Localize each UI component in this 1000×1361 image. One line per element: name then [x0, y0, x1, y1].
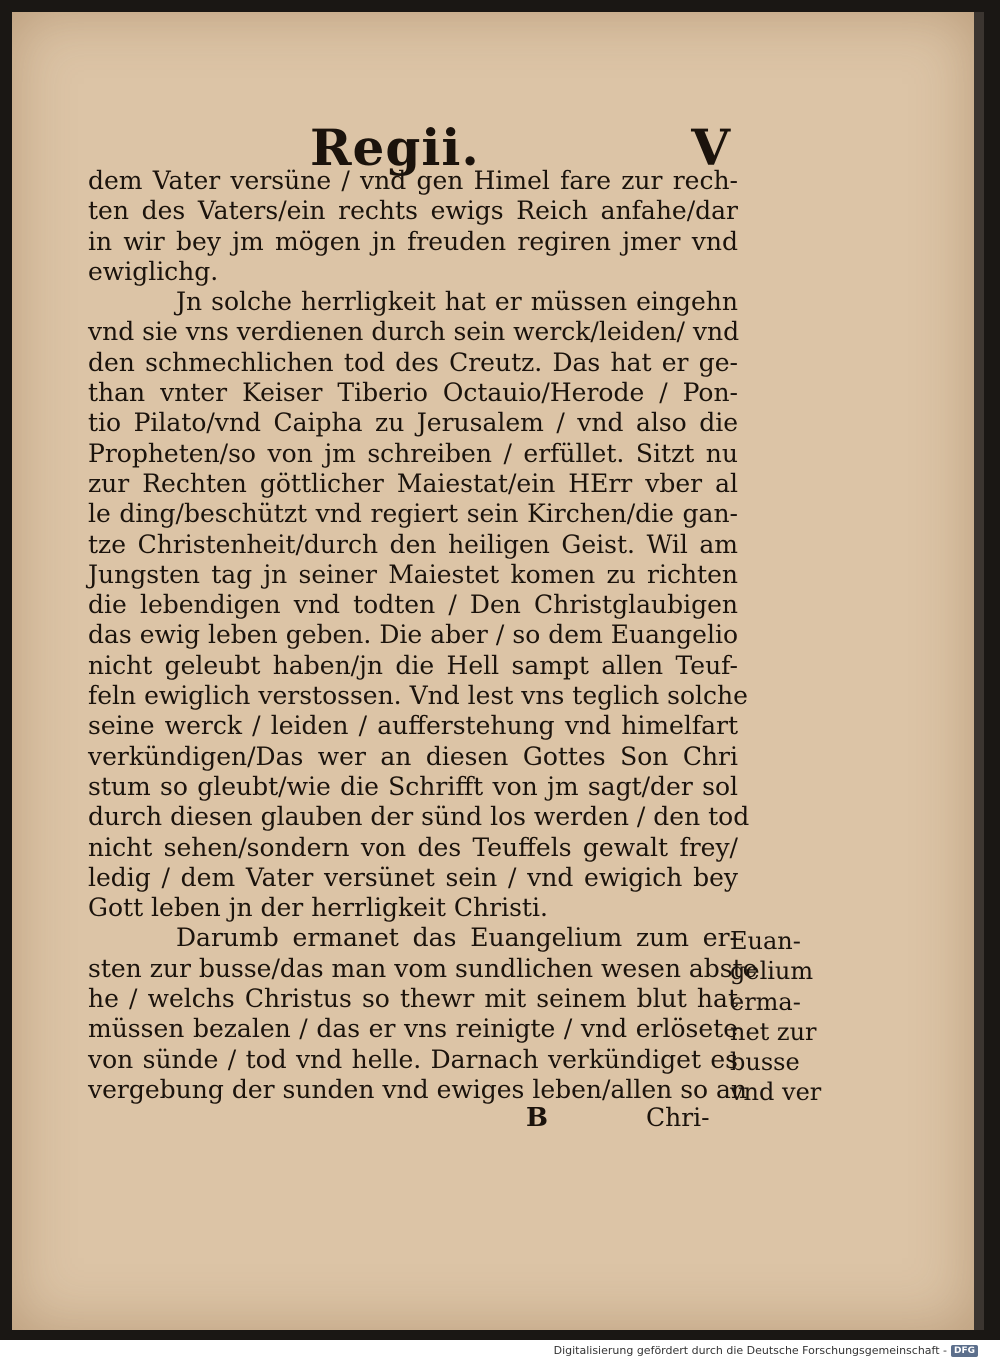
text-line: das ewig leben geben. Die aber / so dem Euangelio: [88, 620, 738, 650]
funding-note: [554, 1340, 978, 1361]
text-line: zur Rechten göttlicher Maiestat/ein HErr vber al: [88, 468, 738, 498]
text-line: tze Christenheit/durch den heiligen Geist. Wil am: [88, 529, 738, 559]
text-line: than vnter Keiser Tiberio Octauio/Herode / Pon-: [88, 378, 738, 408]
text-line: he / welchs Christus so thewr mit seinem blut hat: [88, 984, 738, 1014]
text-line: nicht geleubt haben/jn die Hell sampt allen Teuf-: [88, 650, 738, 680]
margin-note-line: net zur: [730, 1017, 817, 1046]
body-text: [88, 166, 758, 1105]
margin-note: [730, 926, 840, 1108]
margin-note-line: vnd ver: [730, 1078, 822, 1107]
text-line: stum so gleubt/wie die Schrifft von jm sagt/der sol: [88, 771, 738, 801]
text-line: in wir bey jm mögen jn freuden regiren jmer vnd: [88, 226, 738, 256]
page-footer: [88, 1103, 738, 1143]
text-line: Propheten/so von jm schreiben / erfüllet. Sitzt nu: [88, 438, 738, 468]
margin-note-line: erma-: [730, 987, 801, 1016]
paragraph-start-line: Jn solche herrligkeit hat er müssen eingehn: [176, 287, 738, 317]
text-line: durch diesen glauben der sünd los werden / den tod: [88, 802, 750, 832]
dfg-logo-icon: DFG: [951, 1345, 978, 1357]
text-line: von sünde / tod vnd helle. Darnach verkündiget es: [88, 1044, 738, 1074]
text-line: tio Pilato/vnd Caipha zu Jerusalem / vnd also die: [88, 408, 738, 438]
text-line: ledig / dem Vater versünet sein / vnd ewigich bey: [88, 862, 738, 892]
text-line: die lebendigen vnd todten / Den Christglaubigen: [88, 590, 738, 620]
running-head: Regii.: [310, 118, 480, 177]
catchword: Chri-: [646, 1103, 710, 1132]
paragraph-start-line: Darumb ermanet das Euangelium zum er-: [176, 923, 738, 953]
text-line: den schmechlichen tod des Creutz. Das hat er ge-: [88, 347, 738, 377]
funding-note-text: Digitalisierung gefördert durch die Deutsche Forschungsgemeinschaft -: [553, 1344, 947, 1357]
text-line: ewiglichg.: [88, 256, 219, 286]
text-line: feln ewiglich verstossen. Vnd lest vns teglich solche: [88, 681, 748, 711]
text-line: sten zur busse/das man vom sundlichen wesen abste: [88, 953, 758, 983]
text-line: seine werck / leiden / aufferstehung vnd himelfart: [88, 711, 738, 741]
text-line: ten des Vaters/ein rechts ewigs Reich anfahe/dar: [88, 196, 738, 226]
folio-number: V: [691, 118, 730, 177]
signature-mark: B: [526, 1103, 548, 1133]
page-edge: [974, 12, 984, 1330]
text-line: vergebung der sunden vnd ewiges leben/allen so an: [88, 1074, 748, 1104]
text-line: vnd sie vns verdienen durch sein werck/leiden/ vnd: [88, 317, 740, 347]
margin-note-line: gelium: [730, 957, 814, 986]
text-line: nicht sehen/sondern von des Teuffels gewalt frey/: [88, 832, 738, 862]
margin-note-line: Euan-: [730, 927, 801, 955]
text-line: Jungsten tag jn seiner Maiestet komen zu richten: [88, 559, 738, 589]
text-line: Gott leben jn der herrligkeit Christi.: [88, 893, 548, 923]
margin-note-line: busse: [730, 1048, 800, 1077]
text-line: le ding/beschützt vnd regiert sein Kirchen/die gan-: [88, 499, 738, 529]
text-line: dem Vater versüne / vnd gen Himel fare zur rech-: [88, 166, 738, 195]
text-line: müssen bezalen / das er vns reinigte / vnd erlösete: [88, 1014, 738, 1044]
text-line: verkündigen/Das wer an diesen Gottes Son Chri: [88, 741, 738, 771]
